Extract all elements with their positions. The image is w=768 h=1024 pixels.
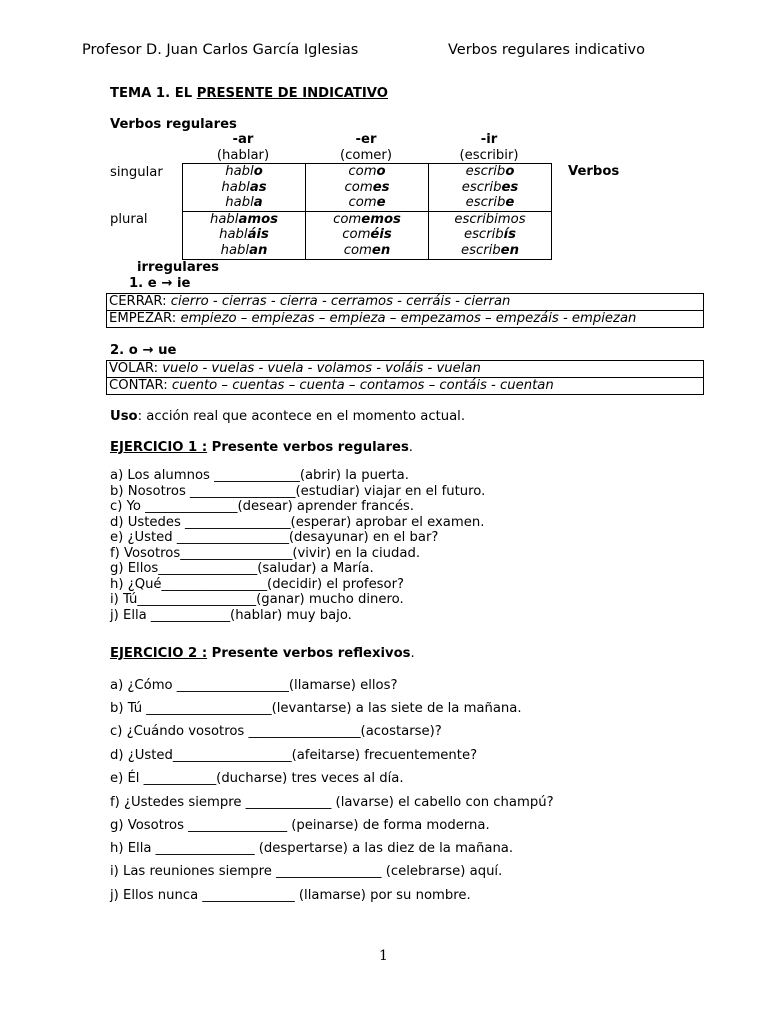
conj-stem: com: [348, 195, 377, 211]
conj-stem: CERRAR:: [109, 294, 167, 309]
conj-stem: com: [343, 242, 372, 258]
group1-heading: 1. e → ie: [129, 276, 191, 291]
uso-text: : acción real que acontece en el momento actual.: [137, 409, 466, 424]
ejercicio1-label: EJERCICIO 1 :: [110, 440, 208, 455]
conj-stem: escrib: [463, 227, 504, 243]
ex2-item-c: c) ¿Cuándo vosotros _________________(acostarse)?: [110, 724, 442, 739]
uso-line: [110, 409, 465, 424]
singular-label: singular: [110, 165, 163, 180]
conj-ending: ís: [503, 227, 517, 243]
conj-stem: habl: [225, 195, 254, 211]
conj-form: [429, 212, 551, 228]
irregular-row: [107, 294, 703, 310]
conj-stem: CONTAR:: [109, 378, 168, 393]
conj-stem: habl: [221, 179, 250, 195]
conj-stem: vuelo - vuelas - vuela - volamos - voláis - vuelan: [162, 361, 481, 376]
conj-form: [306, 243, 428, 259]
plural-ar-cell: [183, 211, 306, 259]
conj-ending: e: [376, 195, 386, 211]
conj-stem: escrib: [460, 242, 501, 258]
plural-er-cell: [306, 211, 429, 259]
conj-form: [429, 227, 551, 243]
ex1-item-i: i) Tú__________________(ganar) mucho dinero.: [110, 592, 404, 607]
conj-form: [306, 164, 428, 180]
ex2-item-b: b) Tú ___________________(levantarse) a las siete de la mañana.: [110, 701, 522, 716]
ejercicio2-title: Presente verbos reflexivos: [207, 646, 411, 661]
conj-stem: com: [344, 179, 373, 195]
conj-stem: habl: [209, 211, 239, 227]
conj-form: [429, 195, 551, 211]
conj-ending: o: [253, 164, 263, 179]
conj-ending: amos: [238, 211, 279, 227]
conj-stem: cuento – cuentas – cuenta – contamos – contáis - cuentan: [171, 378, 554, 393]
conj-ending: as: [249, 179, 267, 195]
ex1-item-e: e) ¿Usted _________________(desayunar) en el bar?: [110, 530, 439, 545]
page-number: 1: [379, 948, 388, 964]
conj-stem: escrib: [465, 164, 506, 179]
uso-label: Uso: [110, 409, 138, 424]
ending-er: -er: [355, 132, 377, 147]
tema-prefix: TEMA 1. EL: [110, 86, 197, 101]
conj-ending: en: [500, 242, 520, 258]
ending-ar: -ar: [232, 132, 254, 147]
conj-ending: an: [249, 242, 268, 258]
conj-stem: com: [348, 164, 377, 179]
conj-ending: en: [371, 242, 391, 258]
conj-stem: habl: [220, 242, 250, 258]
ejercicio1-title: Presente verbos regulares: [207, 440, 409, 455]
irregular-row: [107, 361, 703, 377]
ex1-item-a: a) Los alumnos _____________(abrir) la puerta.: [110, 468, 409, 483]
conj-ending: es: [372, 179, 390, 195]
ex1-item-b: b) Nosotros ________________(estudiar) viajar en el futuro.: [110, 484, 486, 499]
conj-stem: habl: [219, 227, 248, 243]
plural-label: plural: [110, 212, 148, 227]
conj-form: [183, 227, 305, 243]
verbos-side-label: Verbos: [568, 164, 620, 179]
ex2-item-d: d) ¿Usted__________________(afeitarse) frecuentemente?: [110, 748, 478, 763]
ex2-item-j: j) Ellos nunca ______________ (llamarse) por su nombre.: [110, 888, 471, 903]
irregulares-heading: irregulares: [137, 260, 220, 275]
conj-ending: o: [505, 164, 515, 179]
conj-form: [429, 164, 551, 180]
conj-form: [183, 195, 305, 211]
conj-stem: escrib: [461, 179, 502, 195]
group2-box: [106, 360, 704, 395]
ex2-item-a: a) ¿Cómo _________________(llamarse) ellos?: [110, 678, 398, 693]
conj-stem: escribimos: [454, 211, 526, 227]
infinitive-comer: (comer): [340, 148, 392, 163]
conj-form: [306, 212, 428, 228]
regulares-heading: Verbos regulares: [110, 117, 237, 132]
conj-ending: éis: [370, 227, 392, 243]
conj-ending: e: [505, 195, 515, 211]
ex1-item-h: h) ¿Qué________________(decidir) el profesor?: [110, 577, 405, 592]
ex1-item-c: c) Yo ______________(desear) aprender francés.: [110, 499, 414, 514]
ex2-item-i: i) Las reuniones siempre ________________ (celebrarse) aquí.: [110, 864, 503, 879]
ejercicio2-heading: [110, 646, 415, 661]
conj-stem: VOLAR:: [109, 361, 159, 376]
ex2-item-h: h) Ella _______________ (despertarse) a las diez de la mañana.: [110, 841, 514, 856]
tema-heading: [110, 86, 388, 101]
ejercicio2-dot: .: [410, 646, 415, 661]
conj-ending: a: [253, 195, 263, 211]
ex1-item-f: f) Vosotros_________________(vivir) en la ciudad.: [110, 546, 421, 561]
plural-row: [183, 211, 552, 259]
irregular-row: [107, 310, 703, 327]
conj-ending: áis: [247, 227, 269, 243]
conj-ending: o: [376, 164, 386, 179]
conjugation-table: [182, 163, 552, 260]
conj-form: [183, 180, 305, 196]
conj-form: [306, 195, 428, 211]
conj-stem: EMPEZAR:: [109, 311, 177, 326]
tema-title: PRESENTE DE INDICATIVO: [196, 86, 388, 101]
conj-form: [306, 227, 428, 243]
conj-stem: cierro - cierras - cierra - cerramos - cerráis - cierran: [170, 294, 511, 309]
header-left: Profesor D. Juan Carlos García Iglesias: [82, 42, 359, 58]
ejercicio1-heading: [110, 440, 413, 455]
singular-ir-cell: [429, 164, 552, 212]
singular-er-cell: [306, 164, 429, 212]
plural-ir-cell: [429, 211, 552, 259]
conj-form: [183, 243, 305, 259]
conj-form: [183, 212, 305, 228]
conj-stem: escrib: [465, 195, 506, 211]
ex1-item-j: j) Ella ____________(hablar) muy bajo.: [110, 608, 352, 623]
conj-stem: empiezo – empiezas – empieza – empezamos – empezáis - empiezan: [180, 311, 637, 326]
conj-stem: habl: [225, 164, 254, 179]
group2-heading: 2. o → ue: [110, 343, 177, 358]
singular-row: [183, 164, 552, 212]
singular-ar-cell: [183, 164, 306, 212]
irregular-row: [107, 377, 703, 394]
infinitive-hablar: (hablar): [216, 148, 270, 163]
header-right: Verbos regulares indicativo: [448, 42, 645, 58]
conj-form: [429, 180, 551, 196]
ex1-item-d: d) Ustedes ________________(esperar) aprobar el examen.: [110, 515, 485, 530]
conj-ending: es: [501, 179, 519, 195]
conj-form: [183, 164, 305, 180]
group1-box: [106, 293, 704, 328]
ejercicio1-dot: .: [408, 440, 413, 455]
ejercicio2-label: EJERCICIO 2 :: [110, 646, 208, 661]
ex2-item-g: g) Vosotros _______________ (peinarse) de forma moderna.: [110, 818, 490, 833]
ex2-item-e: e) Él ___________(ducharse) tres veces al día.: [110, 771, 404, 786]
ex1-item-g: g) Ellos_______________(saludar) a María.: [110, 561, 374, 576]
conj-stem: com: [342, 227, 371, 243]
infinitive-escribir: (escribir): [459, 148, 519, 163]
conj-ending: emos: [361, 211, 401, 227]
conj-form: [429, 243, 551, 259]
conj-stem: com: [333, 211, 362, 227]
ending-ir: -ir: [480, 132, 498, 147]
conj-form: [306, 180, 428, 196]
ex2-item-f: f) ¿Ustedes siempre _____________ (lavarse) el cabello con champú?: [110, 795, 554, 810]
